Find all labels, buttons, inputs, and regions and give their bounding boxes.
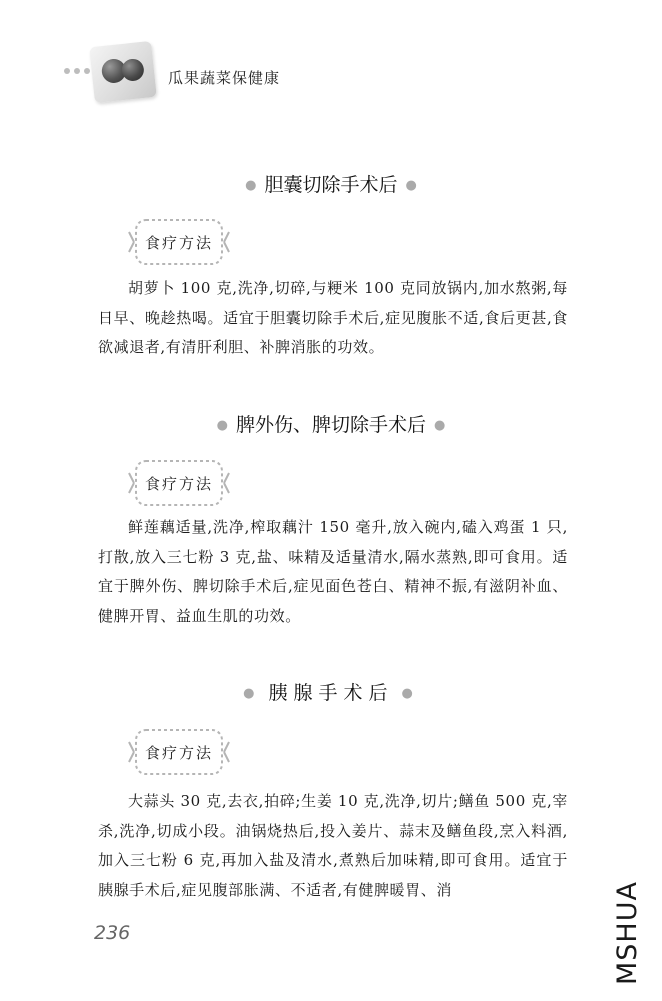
recipe-paragraph: 胡萝卜 100 克,洗净,切碎,与粳米 100 克同放锅内,加水熬粥,每日早、晚趁热喝。适宜于胆囊切除手术后,症见腹胀不适,食后更甚,食欲减退者,有清肝利胆、补脾消胀的功效。	[98, 279, 568, 356]
section-title: ● 胆囊切除手术后 ●	[245, 174, 417, 196]
section-title: ● 脾外伤、脾切除手术后 ●	[216, 414, 446, 436]
subheading-badge: 食疗方法	[128, 727, 230, 777]
bullet-icon: ●	[243, 686, 261, 701]
section-title: ● 胰腺手术后 ●	[243, 682, 419, 704]
book-title: 瓜果蔬菜保健康	[168, 69, 281, 87]
subheading-badge: 食疗方法	[128, 458, 230, 508]
recipe-paragraph: 鲜莲藕适量,洗净,榨取藕汁 150 毫升,放入碗内,磕入鸡蛋 1 只,打散,放入三七粉 3 克,盐、味精及适量清水,隔水蒸熟,即可食用。适宜于脾外伤、脾切除手术后,症见面色苍白、精神不振,有滋阴补血、健脾开胃、益血生肌的功效。	[98, 518, 568, 625]
fruit-plate-logo	[89, 41, 157, 103]
bullet-icon: ●	[434, 418, 446, 433]
bullet-icon: ●	[405, 178, 417, 193]
bullet-icon: ●	[216, 418, 228, 433]
page-number: 236	[94, 922, 131, 944]
recipe-paragraph: 大蒜头 30 克,去衣,拍碎;生姜 10 克,洗净,切片;鳝鱼 500 克,宰杀,洗净,切成小段。油锅烧热后,投入姜片、蒜末及鳝鱼段,烹入料酒,加入三七粉 6 克,再加入盐及清水,煮熟后加味精,即可食用。适宜于胰腺手术后,症见腹部胀满、不适者,有健脾暖胃、消	[98, 792, 568, 899]
header-dots	[64, 68, 90, 74]
bullet-icon: ●	[245, 178, 257, 193]
subheading-badge: 食疗方法	[128, 217, 230, 267]
watermark: MSHUA	[612, 881, 643, 985]
bullet-icon: ●	[401, 686, 419, 701]
fruit-icon	[121, 58, 145, 82]
